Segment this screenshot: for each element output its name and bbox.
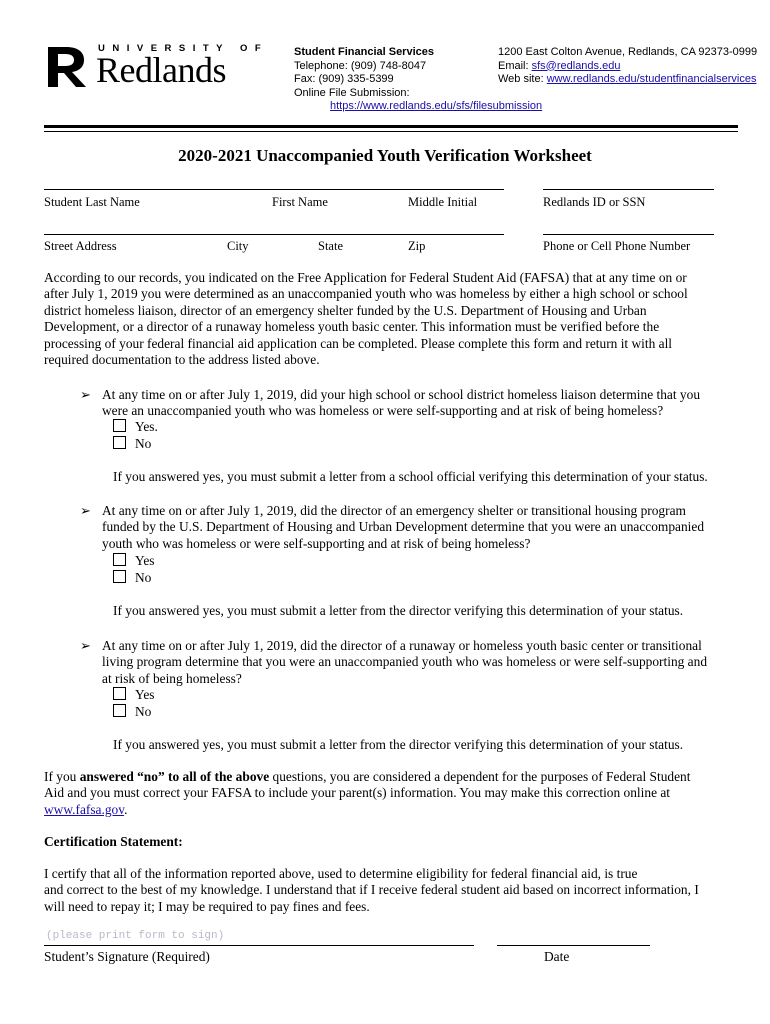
- dependent-line: [44, 802, 690, 818]
- arrow-bullet-icon: ➢: [80, 387, 91, 402]
- middle-initial-label: Middle Initial: [408, 195, 478, 209]
- question-line: at risk of being homeless?: [102, 670, 242, 686]
- q1-yes-label: Yes.: [135, 419, 158, 434]
- fax: Fax: (909) 335-5399: [294, 73, 394, 85]
- header-divider: [44, 125, 738, 128]
- website-label: Web site:: [498, 73, 547, 85]
- website-row: [498, 73, 757, 87]
- q3-no-label: No: [135, 704, 152, 719]
- certification-paragraph: [44, 866, 699, 915]
- dependent-period: .: [124, 801, 128, 817]
- email-label: Email:: [498, 59, 532, 72]
- email-link[interactable]: sfs@redlands.edu: [531, 59, 621, 72]
- intro-line: district homeless liaison, director of an emergency shelter funded by the U.S. Department of Housing and Urban: [44, 302, 647, 318]
- logo-redlands: Redlands: [96, 50, 226, 90]
- intro-line: required documentation to the address listed above.: [44, 352, 320, 368]
- header-divider-thin: [44, 131, 738, 132]
- intro-line: According to our records, you indicated on the Free Application for Federal Student Aid (FAFSA) that at any time on or: [44, 270, 687, 285]
- question-line: living program determine that you were an unaccompanied youth who was homeless or were self-supporting and: [102, 654, 708, 670]
- certification-line: will need to repay it; I may be required to pay fines and fees.: [44, 898, 370, 914]
- phone-label: Phone or Cell Phone Number: [543, 239, 691, 253]
- q2-note: If you answered yes, you must submit a letter from the director verifying this determination of your status.: [113, 603, 684, 618]
- intro-line: Development, or a director of a runaway homeless youth basic center. This information must be verified before the: [44, 319, 660, 335]
- date-label: Date: [544, 949, 570, 964]
- dependent-line: [44, 769, 690, 785]
- intro-paragraph: [44, 270, 744, 368]
- question-line: At any time on or after July 1, 2019, did the director of a runaway or homeless youth basic center or transitional: [102, 638, 702, 653]
- q1-note: If you answered yes, you must submit a letter from a school official verifying this determination of your status.: [113, 469, 708, 484]
- redlands-r-monogram-icon: [44, 43, 100, 91]
- q2-no-option[interactable]: [113, 570, 151, 587]
- dependent-paragraph: [44, 769, 690, 818]
- dependent-text: questions, you are considered a dependent for the purposes of Federal Student: [269, 769, 691, 784]
- q1-no-checkbox[interactable]: [113, 436, 126, 449]
- certification-line: I certify that all of the information reported above, used to determine eligibility for federal financial aid, is true: [44, 866, 638, 881]
- q3-yes-checkbox[interactable]: [113, 687, 126, 700]
- question-3: [102, 638, 707, 687]
- street-label: Street Address: [44, 239, 117, 253]
- website-link[interactable]: www.redlands.edu/studentfinancialservices: [546, 73, 757, 85]
- intro-line: after July 1, 2019 you were determined as an unaccompanied youth who was homeless by either a high school or school: [44, 286, 688, 302]
- state-label: State: [318, 239, 343, 253]
- q2-no-checkbox[interactable]: [113, 570, 126, 583]
- contact-block-right: [498, 46, 757, 87]
- q2-yes-label: Yes: [135, 553, 155, 568]
- q3-note: If you answered yes, you must submit a letter from the director verifying this determination of your status.: [113, 737, 684, 752]
- question-line: were an unaccompanied youth who was homeless or were self-supporting and at risk of being homeless?: [102, 403, 664, 419]
- zip-label: Zip: [408, 239, 426, 253]
- online-file-submission-label: Online File Submission:: [294, 86, 410, 99]
- id-line[interactable]: [543, 189, 714, 190]
- dependent-text: If you: [44, 769, 80, 784]
- q2-no-label: No: [135, 570, 152, 585]
- first-name-label: First Name: [272, 195, 328, 209]
- q1-yes-option[interactable]: [113, 419, 158, 436]
- arrow-bullet-icon: ➢: [80, 638, 91, 653]
- q1-no-label: No: [135, 436, 152, 451]
- name-line[interactable]: [44, 189, 504, 190]
- question-1: [102, 387, 700, 420]
- question-line: At any time on or after July 1, 2019, did the director of an emergency shelter or transitional housing program: [102, 503, 686, 518]
- dependent-line: Aid and you must correct your FAFSA to include your parent(s) information. You may make this correction online at: [44, 785, 671, 801]
- signature-line[interactable]: [44, 945, 474, 946]
- redlands-id-label: Redlands ID or SSN: [543, 195, 646, 209]
- question-line: funded by the U.S. Department of Housing and Urban Development determine that you were an unaccompanied: [102, 519, 705, 535]
- question-line: At any time on or after July 1, 2019, did your high school or school district homeless liaison determine that you: [102, 387, 701, 402]
- date-line[interactable]: [497, 945, 650, 946]
- phone-line[interactable]: [543, 234, 714, 235]
- question-2: [102, 503, 704, 552]
- question-line: youth who was homeless or were self-supporting and at risk of being homeless?: [102, 535, 531, 551]
- city-label: City: [227, 239, 249, 253]
- file-submission-link[interactable]: https://www.redlands.edu/sfs/filesubmission: [330, 100, 543, 112]
- telephone: Telephone: (909) 748-8047: [294, 59, 427, 72]
- q1-no-option[interactable]: [113, 436, 151, 453]
- fafsa-link[interactable]: www.fafsa.gov: [44, 801, 125, 817]
- last-name-label: Student Last Name: [44, 195, 140, 209]
- email-row: [498, 60, 757, 74]
- intro-line: processing of your federal financial aid application can be completed. Please complete this form and return it with all: [44, 335, 673, 351]
- arrow-bullet-icon: ➢: [80, 503, 91, 518]
- q2-yes-option[interactable]: [113, 553, 154, 570]
- certification-heading: Certification Statement:: [44, 834, 183, 849]
- address-line[interactable]: [44, 234, 504, 235]
- q1-yes-checkbox[interactable]: [113, 419, 126, 432]
- mailing-address: 1200 East Colton Avenue, Redlands, CA 92373-0999: [498, 46, 758, 58]
- page-title: 2020-2021 Unaccompanied Youth Verification Worksheet: [178, 146, 592, 165]
- signature-label: Student’s Signature (Required): [44, 949, 210, 964]
- q3-yes-label: Yes: [135, 687, 155, 702]
- certification-line: and correct to the best of my knowledge. I understand that if I receive federal student aid based on incorrect information, I: [44, 882, 699, 898]
- q3-no-checkbox[interactable]: [113, 704, 126, 717]
- logo: [44, 43, 269, 93]
- dept-title: Student Financial Services: [294, 46, 434, 58]
- q3-yes-option[interactable]: [113, 687, 154, 704]
- logo-university-of: UNIVERSITY OF: [98, 43, 269, 54]
- q3-no-option[interactable]: [113, 704, 151, 721]
- dependent-bold: answered “no” to all of the above: [79, 769, 270, 784]
- q2-yes-checkbox[interactable]: [113, 553, 126, 566]
- print-to-sign-hint: (please print form to sign): [46, 930, 225, 942]
- contact-block-left: [294, 46, 434, 100]
